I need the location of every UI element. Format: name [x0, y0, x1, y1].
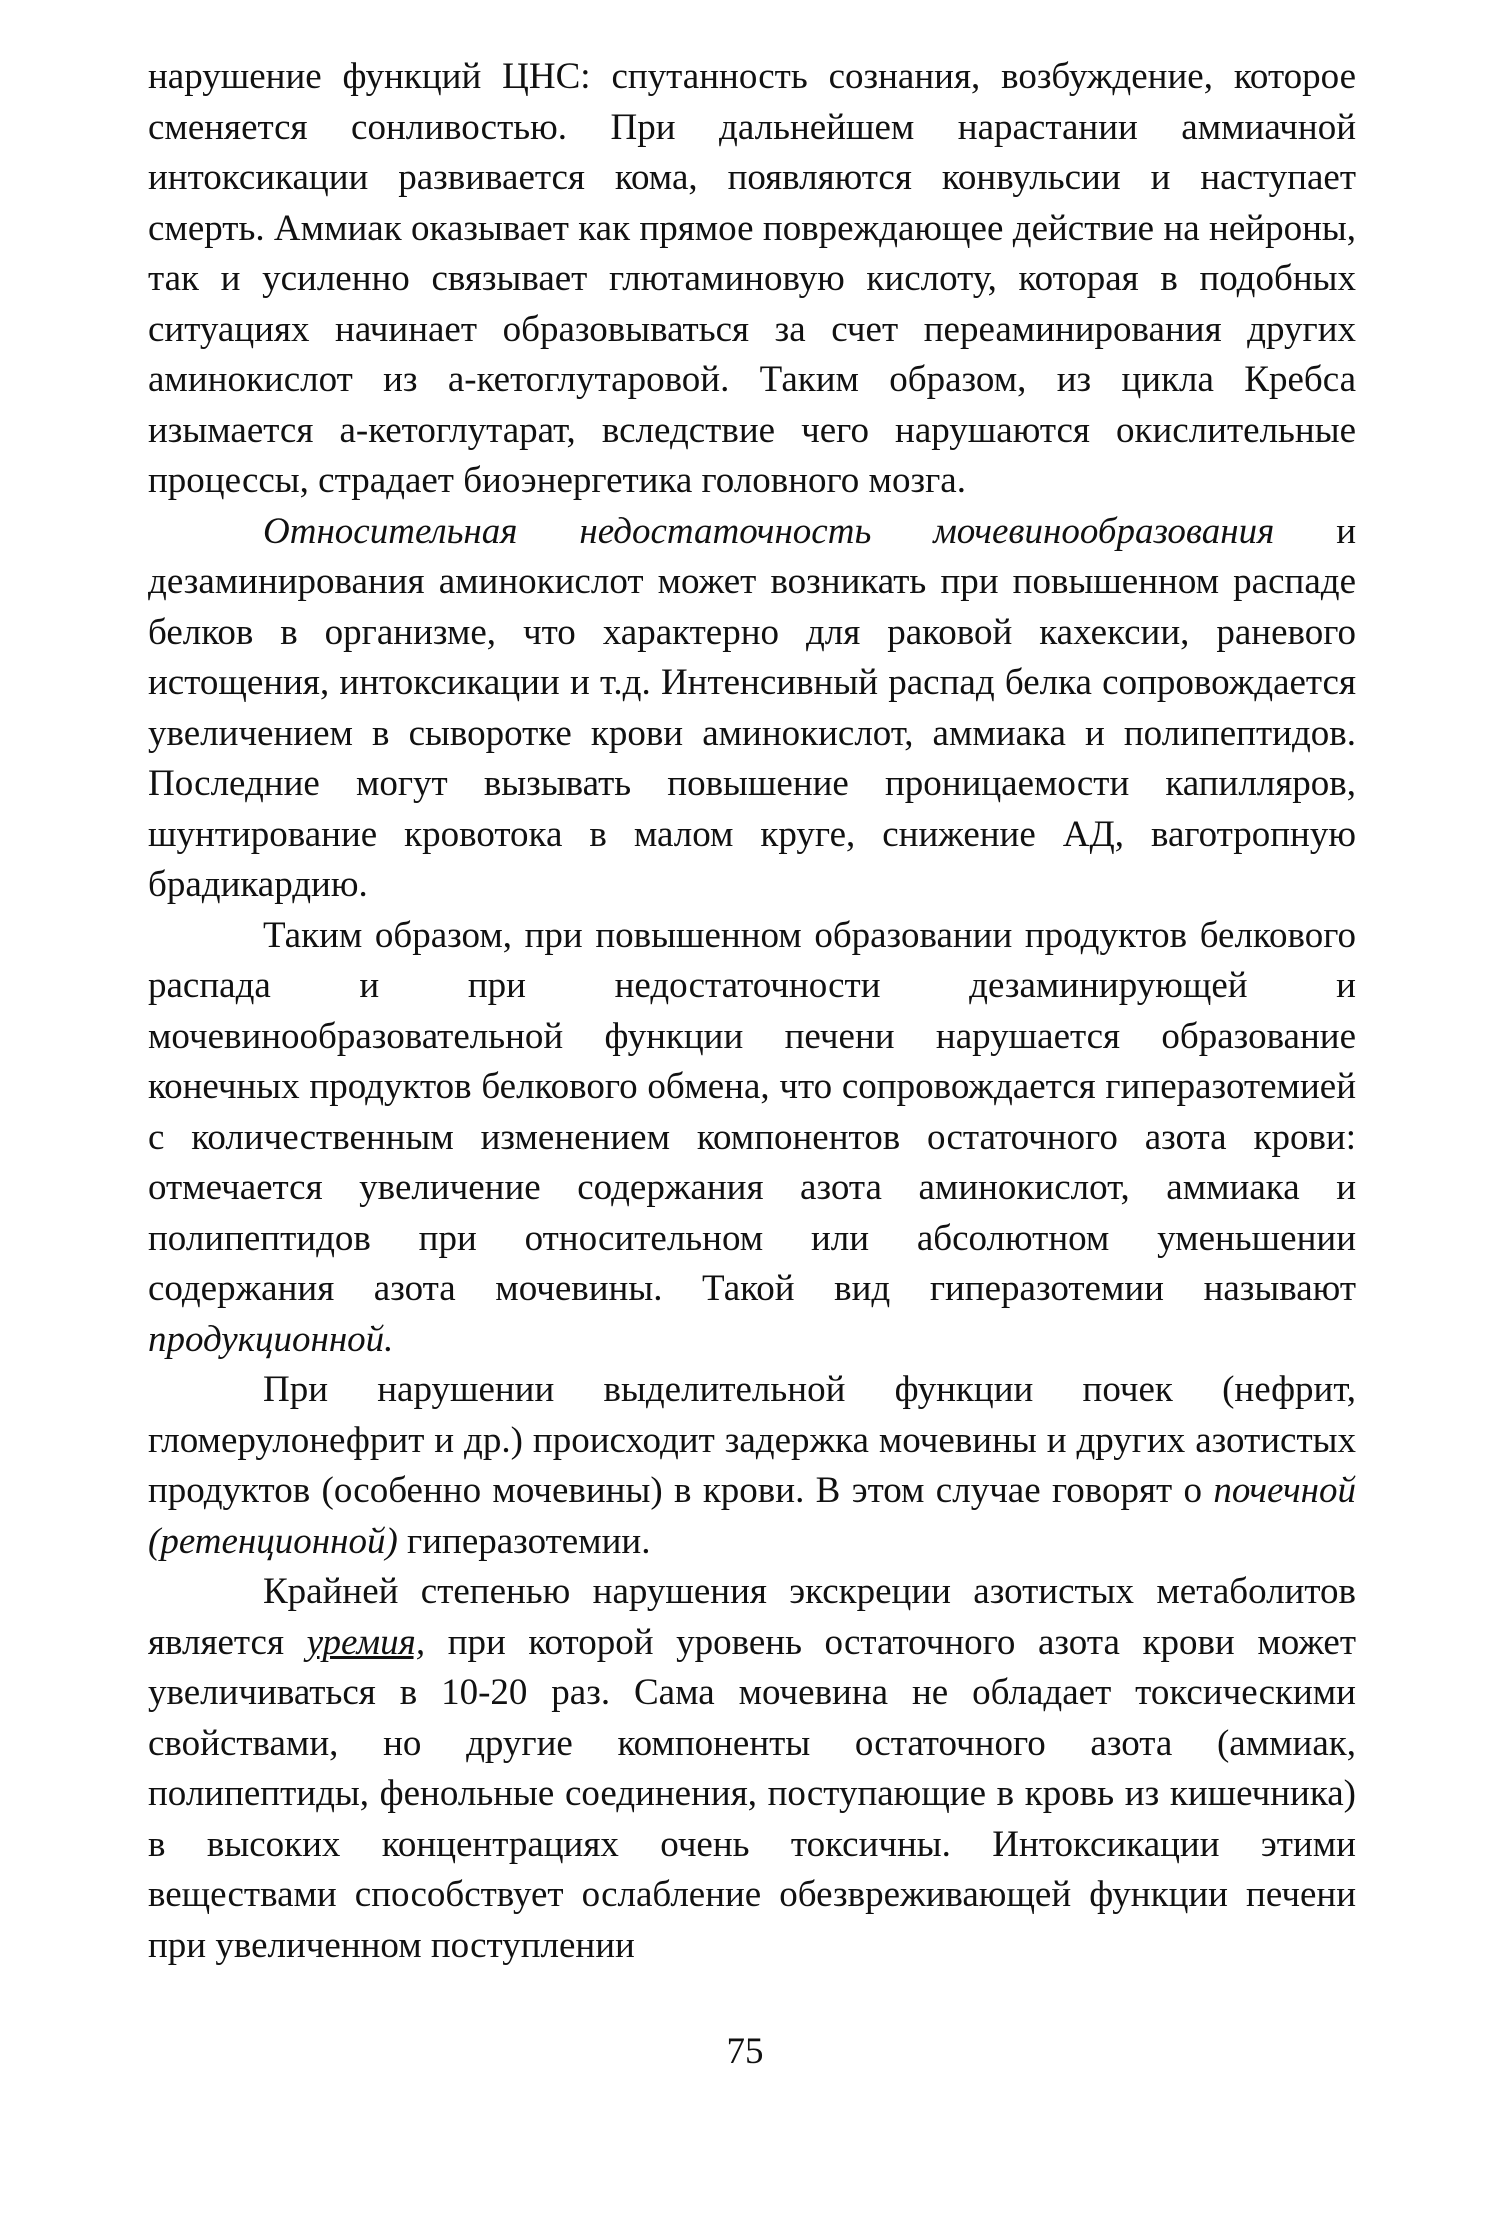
paragraph-5-text-end: при которой уровень остаточного азота крови может увеличиваться в 10-20 раз. Сама мочевина не обладает токсическими свойствами, но другие компоненты остаточного азота (аммиак, полипептиды, фенольные соединения, поступающие в кровь из кишечника) в высоких концентрациях очень токсичны. Интоксикации этими веществами способствует ослабление обезвреживающей функции печени при увеличенном поступлении — [148, 1621, 1356, 1966]
paragraph-5-underlined-term: уремия, — [306, 1621, 426, 1663]
paragraph-3 — [148, 911, 1356, 1366]
paragraph-1-text: нарушение функций ЦНС: спутанность сознания, возбуждение, которое сменяется сонливостью. При дальнейшем нарастании аммиачной интоксикации развивается кома, появляются конвульсии и наступает смерть. Аммиак оказывает как прямое повреждающее действие на нейроны, так и усиленно связывает глютаминовую кислоту, которая в подобных ситуациях начинает образовываться за счет переаминирования других аминокислот из а-кетоглутаровой. Таким образом, из цикла Кребса изымается а-кетоглутарат, вследствие чего нарушаются окислительные процессы, страдает биоэнергетика головного мозга. — [148, 56, 1356, 501]
paragraph-4 — [148, 1365, 1356, 1567]
paragraph-3-italic-term: продукционной. — [148, 1318, 394, 1360]
paragraph-2-italic-term: Относительная недостаточность мочевинообразования — [263, 510, 1275, 552]
paragraph-2 — [148, 507, 1356, 911]
paragraph-2-text: и дезаминирования аминокислот может возникать при повышенном распаде белков в организме, что характерно для раковой кахексии, раневого истощения, интоксикации и т.д. Интенсивный распад белка сопровождается увеличением в сыворотке крови аминокислот, аммиака и полипептидов. Последние могут вызывать повышение проницаемости капилляров, шунтирование кровотока в малом круге, снижение АД, ваготропную брадикардию. — [148, 510, 1356, 905]
paragraph-4-text: При нарушении выделительной функции почек (нефрит, гломерулонефрит и др.) происходит задержка мочевины и других азотистых продуктов (особенно мочевины) в крови. В этом случае говорят о — [148, 1369, 1356, 1511]
paragraph-5-text: Крайней степенью нарушения экскреции азотистых метаболитов является — [148, 1571, 1356, 1663]
paragraph-3-text: Таким образом, при повышенном образовании продуктов белкового распада и при недостаточности дезаминирующей и мочевинообразовательной функции печени нарушается образование конечных продуктов белкового обмена, что сопровождается гиперазотемией с количественным изменением компонентов остаточного азота крови: отмечается увеличение содержания азота аминокислот, аммиака и полипептидов при относительном или абсолютном уменьшении содержания азота мочевины. Такой вид гиперазотемии называют — [148, 914, 1356, 1309]
paragraph-5 — [148, 1567, 1356, 1971]
page-number: 75 — [726, 2031, 764, 2072]
paragraph-1 — [148, 52, 1356, 507]
page-body — [148, 52, 1356, 1971]
paragraph-4-text-end: гиперазотемии. — [397, 1520, 651, 1562]
paragraph-4-italic-term: почечной (ретенционной) — [148, 1470, 1356, 1562]
